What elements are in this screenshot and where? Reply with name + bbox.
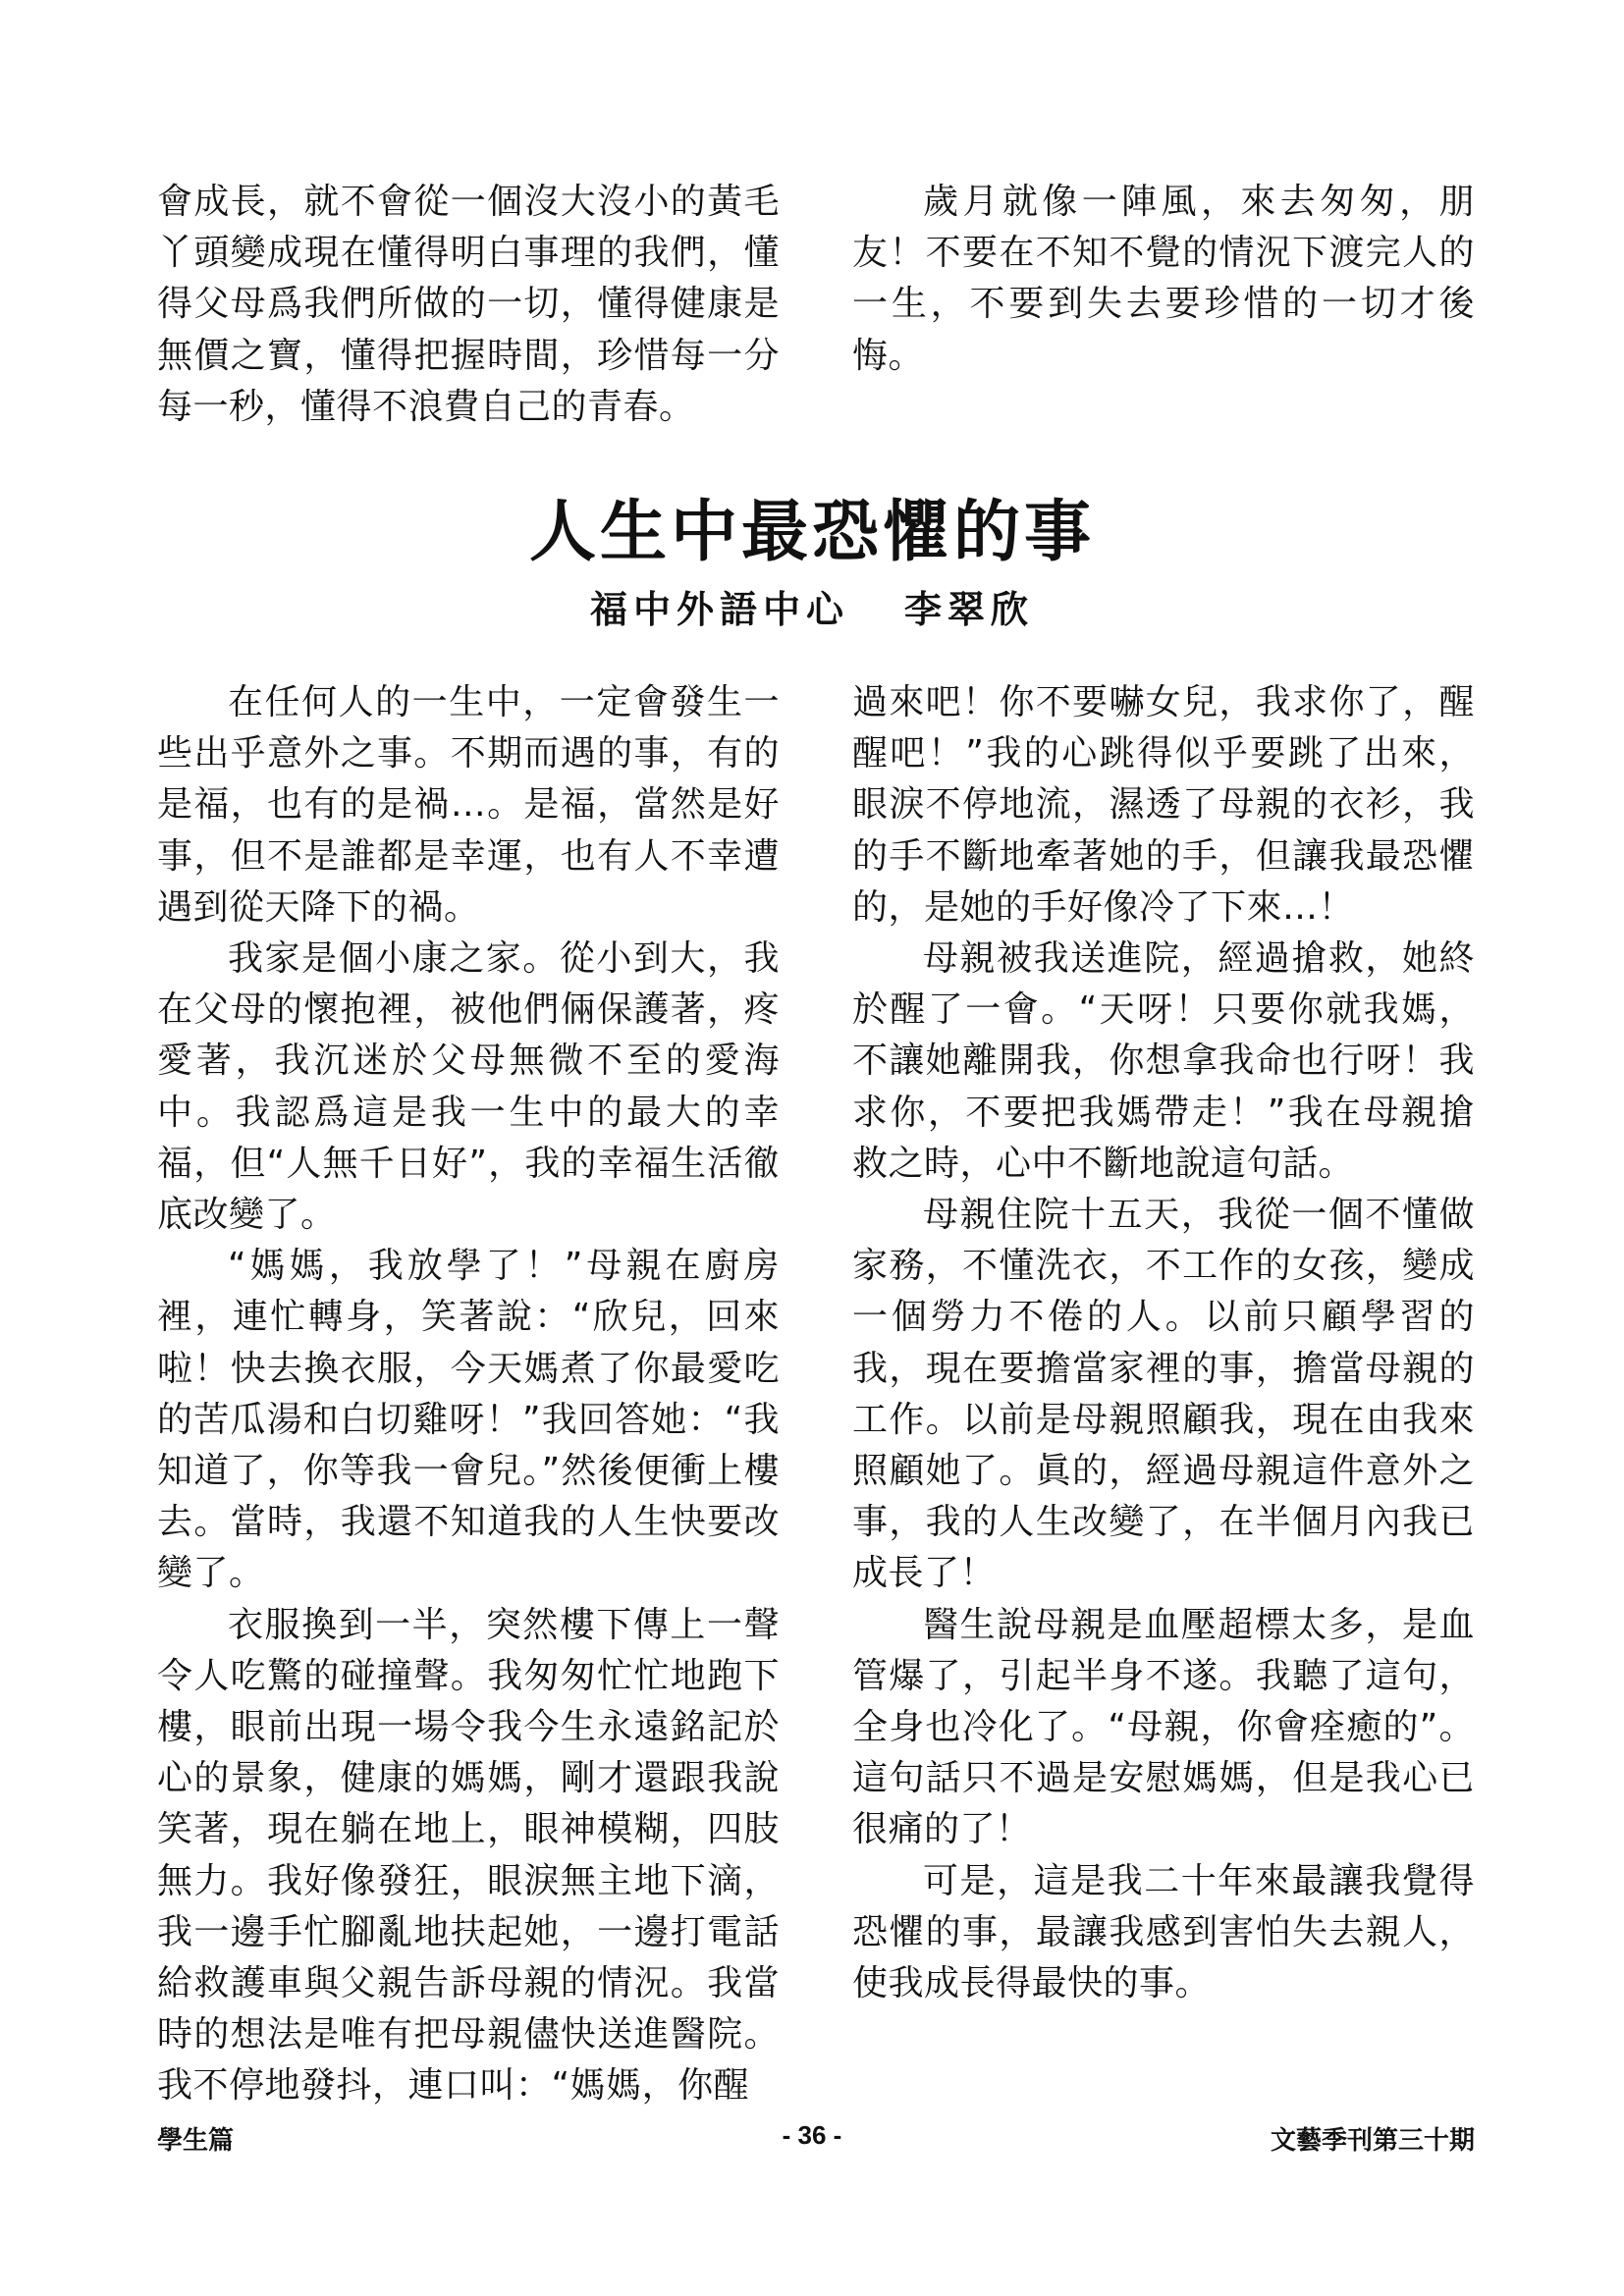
byline: [0, 579, 1624, 633]
paragraph: 我家是個小康之家。從小到大，我在父母的懷抱裡，被他們倆保護著，疼愛著，我沉迷於父母無微不至的愛海中。我認爲這是我一生中的最大的幸福，但“人無千日好”，我的幸福生活徹底改變了。: [157, 938, 780, 1236]
author-name: 李翠欣: [904, 587, 1035, 631]
author-school: 福中外語中心: [589, 587, 849, 631]
paragraph: 母親住院十五天，我從一個不懂做家務，不懂洗衣，不工作的女孩，變成一個勞力不倦的人。以前只顧學習的我，現在要擔當家裡的事，擔當母親的工作。以前是母親照顧我，現在由我來照顧她了。眞的，經過母親這件意外之事，我的人生改變了，在半個月內我已成長了！: [852, 1195, 1475, 1594]
footer-section: 學生篇: [157, 2125, 235, 2155]
paragraph: 可是，這是我二十年來最讓我覺得恐懼的事，最讓我感到害怕失去親人，使我成長得最快的事。: [852, 1860, 1475, 2004]
paragraph: 衣服換到一半，突然樓下傳上一聲令人吃驚的碰撞聲。我匆匆忙忙地跑下樓，眼前出現一場令我今生永遠銘記於心的景象，健康的媽媽，剛才還跟我說笑著，現在躺在地上，眼神模糊，四肢無力。我好像發狂，眼淚無主地下滴，我一邊手忙腳亂地扶起她，一邊打電話給救護車與父親告訴母親的情況。我當時的想法是唯有把母親儘快送進醫院。我不停地發抖，連口叫：“媽媽，你醒: [157, 1604, 780, 2107]
paragraph: “媽媽，我放學了！”母親在廚房裡，連忙轉身，笑著說：“欣兒，回來啦！快去換衣服，今天媽煮了你最愛吃的苦瓜湯和白切雞呀！”我回答她：“我知道了，你等我一會兒。”然後便衝上樓去。當時，我還不知道我的人生快要改變了。: [157, 1246, 780, 1594]
article-title: 人生中最恐懼的事: [528, 493, 1095, 571]
article-column-left: [157, 677, 780, 2112]
footer-page-number: - 36 -: [782, 2120, 842, 2150]
paragraph: 會成長，就不會從一個沒大沒小的黃毛丫頭變成現在懂得明白事理的我們，懂得父母爲我們所做的一切，懂得健康是無價之寶，懂得把握時間，珍惜每一分每一秒，懂得不浪費自己的青春。: [157, 182, 780, 427]
paragraph: 母親被我送進院，經過搶救，她終於醒了一會。“天呀！只要你就我媽，不讓她離開我，你想拿我命也行呀！我求你，不要把我媽帶走！”我在母親搶救之時，心中不斷地說這句話。: [852, 938, 1475, 1184]
paragraph-continuation: 過來吧！你不要嚇女兒，我求你了，醒醒吧！”我的心跳得似乎要跳了出來，眼淚不停地流，濕透了母親的衣衫，我的手不斷地牽著她的手，但讓我最恐懼的，是她的手好像冷了下來…！: [852, 682, 1475, 928]
article-column-right: [852, 677, 1475, 2009]
previous-article-ending-right: [852, 177, 1475, 382]
paragraph: 歲月就像一陣風，來去匆匆，朋友！不要在不知不覺的情況下渡完人的一生，不要到失去要珍惜的一切才後悔。: [852, 182, 1475, 376]
paragraph: 醫生說母親是血壓超標太多，是血管爆了，引起半身不遂。我聽了這句，全身也冷化了。“母親，你會痊癒的”。這句話只不過是安慰媽媽，但是我心已很痛的了！: [852, 1604, 1475, 1850]
footer-publication: 文藝季刊第三十期: [1270, 2125, 1475, 2155]
previous-article-ending-left: [157, 177, 780, 433]
paragraph: 在任何人的一生中，一定會發生一些出乎意外之事。不期而遇的事，有的是福，也有的是禍…。是福，當然是好事，但不是誰都是幸運，也有人不幸遭遇到從天降下的禍。: [157, 682, 780, 928]
